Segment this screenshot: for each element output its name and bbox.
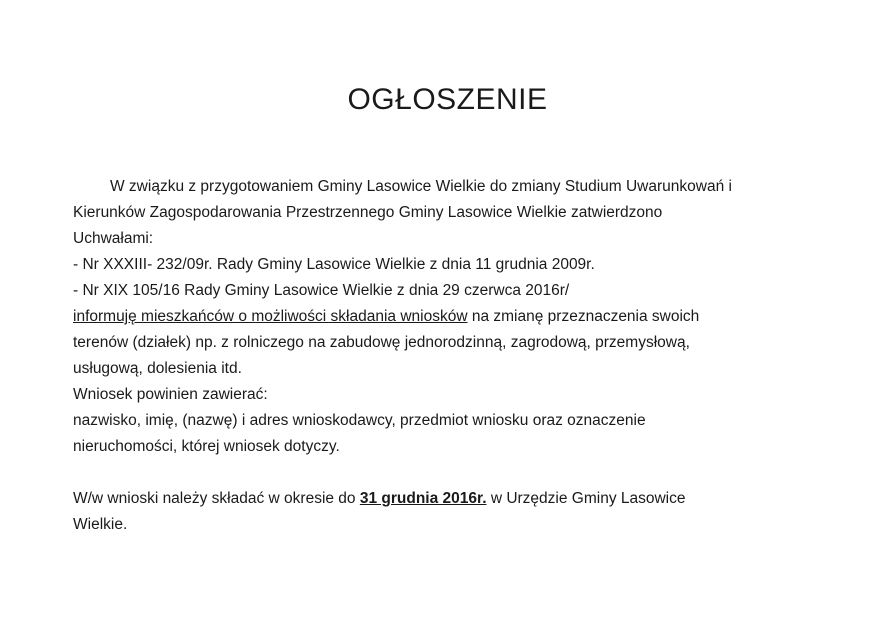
- inform-underlined-text: informuję mieszkańców o możliwości składania wniosków: [73, 308, 468, 325]
- deadline-prefix: W/w wnioski należy składać w okresie do: [73, 490, 360, 507]
- intro-line: Uchwałami:: [73, 230, 154, 247]
- deadline-date: 31 grudnia 2016r.: [359, 490, 487, 507]
- application-heading: Wniosek powinien zawierać:: [73, 386, 268, 403]
- intro-line: Kierunków Zagospodarowania Przestrzennego Gminy Lasowice Wielkie zatwierdzono: [73, 204, 663, 221]
- page-title: OGŁOSZENIE: [347, 83, 548, 116]
- inform-rest-text: na zmianę przeznaczenia swoich: [467, 308, 700, 325]
- application-line: nazwisko, imię, (nazwę) i adres wnioskodawcy, przedmiot wniosku oraz oznaczenie: [73, 412, 646, 429]
- deadline-line: Wielkie.: [73, 516, 128, 533]
- deadline-suffix: w Urzędzie Gminy Lasowice: [486, 490, 686, 507]
- intro-line: W związku z przygotowaniem Gminy Lasowice Wielkie do zmiany Studium Uwarunkowań i: [110, 178, 732, 195]
- inform-line: [73, 304, 833, 330]
- inform-line: usługową, dolesienia itd.: [73, 360, 242, 377]
- application-line: nieruchomości, której wniosek dotyczy.: [73, 438, 340, 455]
- paragraph-gap: [73, 460, 833, 486]
- inform-line: terenów (działek) np. z rolniczego na zabudowę jednorodzinną, zagrodową, przemysłową,: [73, 334, 690, 351]
- resolution-item: - Nr XXXIII- 232/09r. Rady Gminy Lasowice Wielkie z dnia 11 grudnia 2009r.: [73, 256, 595, 273]
- resolution-item: - Nr XIX 105/16 Rady Gminy Lasowice Wielkie z dnia 29 czerwca 2016r/: [73, 282, 570, 299]
- announcement-body: [73, 174, 833, 538]
- deadline-line: [73, 486, 833, 512]
